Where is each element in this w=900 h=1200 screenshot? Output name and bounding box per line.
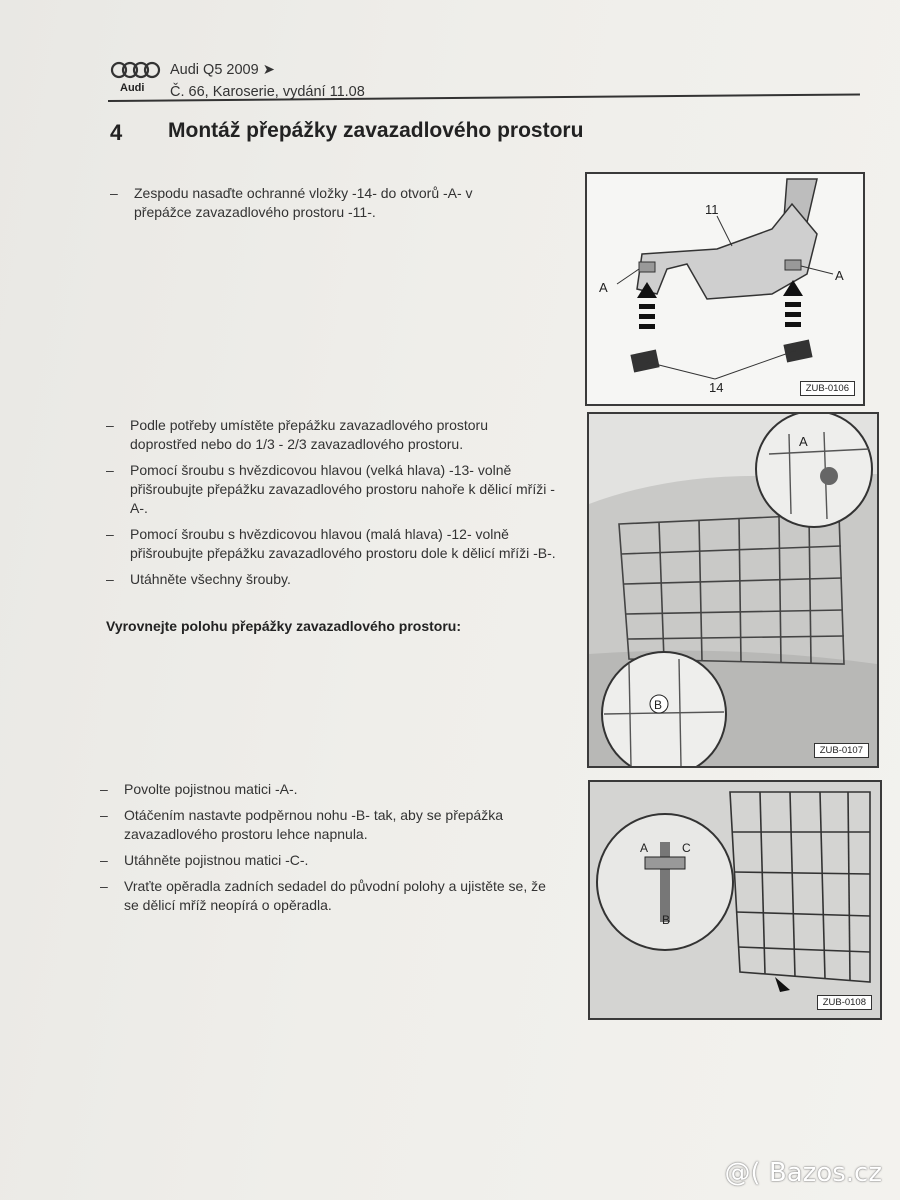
list-item: – Povolte pojistnou matici -A-. [100, 781, 298, 797]
instruction-list-2 [106, 416, 556, 596]
fig1-label-a-left: A [599, 280, 608, 295]
instruction-list-3 [100, 780, 560, 922]
fig3-label-b: B [662, 913, 671, 927]
list-item: – Zespodu nasaďte ochranné vložky -14- do otvorů -A- v přepážce zavazadlového prostoru -11-. [110, 185, 473, 220]
list-item: – Utáhněte pojistnou matici -C-. [100, 852, 309, 868]
fig1-label-14: 14 [709, 380, 724, 395]
audi-logo-icon [110, 60, 164, 96]
list-dash: – [100, 878, 108, 894]
list-item: – Pomocí šroubu s hvězdicovou hlavou (malá hlava) -12- volně přišroubujte přepážku zavazadlového prostoru dole k dělicí mříži -B-. [106, 526, 556, 561]
figure-zub-0107 [587, 412, 879, 768]
section-number: 4 [110, 120, 123, 145]
list-dash: – [110, 185, 118, 201]
list-item: – Utáhněte všechny šrouby. [106, 571, 291, 587]
header-model: Audi Q5 2009 ➤ [170, 62, 275, 78]
fig3-label-a: A [640, 841, 649, 855]
instruction-list-1 [110, 184, 510, 229]
figure-code: ZUB-0106 [800, 381, 855, 396]
list-item: – Podle potřeby umístěte přepážku zavazadlového prostoru doprostřed nebo do 1/3 - 2/3 zavazadlového prostoru. [106, 417, 488, 452]
list-dash: – [100, 852, 108, 868]
figure-code: ZUB-0108 [817, 995, 872, 1010]
fig2-label-a: A [799, 434, 808, 449]
support-leg-adjustment-illustration [590, 782, 880, 1018]
audi-logo-text: Audi [120, 82, 145, 94]
list-dash: – [100, 781, 108, 797]
list-dash: – [106, 571, 114, 587]
list-dash: – [106, 462, 114, 478]
list-item: – Vraťte opěradla zadních sedadel do původní polohy a ujistěte se, že se dělicí mříž neopírá o opěradla. [100, 878, 546, 913]
section-title: Montáž přepážky zavazadlového prostoru [168, 119, 584, 142]
list-item: – Pomocí šroubu s hvězdicovou hlavou (velká hlava) -13- volně přišroubujte přepážku zavazadlového prostoru nahoře k dělicí mříži -A-. [106, 462, 555, 516]
fig1-label-a-right: A [835, 268, 844, 283]
list-dash: – [106, 526, 114, 542]
fig2-label-b: B [654, 698, 663, 712]
figure-zub-0106 [585, 172, 865, 406]
subheading: Vyrovnejte polohu přepážky zavazadlového prostoru: [106, 618, 461, 634]
partition-insert-illustration [587, 174, 863, 404]
fig1-label-11: 11 [705, 202, 719, 217]
figure-code: ZUB-0107 [814, 743, 869, 758]
list-item: – Otáčením nastavte podpěrnou nohu -B- tak, aby se přepážka zavazadlového prostoru lehce napnula. [100, 807, 504, 842]
fig3-label-c: C [682, 841, 691, 855]
list-dash: – [106, 417, 114, 433]
watermark: @( Bazos.cz [724, 1158, 882, 1188]
header-chapter: Č. 66, Karoserie, vydání 11.08 [170, 84, 365, 100]
partition-mounting-illustration [589, 414, 877, 766]
list-dash: – [100, 807, 108, 823]
figure-zub-0108 [588, 780, 882, 1020]
